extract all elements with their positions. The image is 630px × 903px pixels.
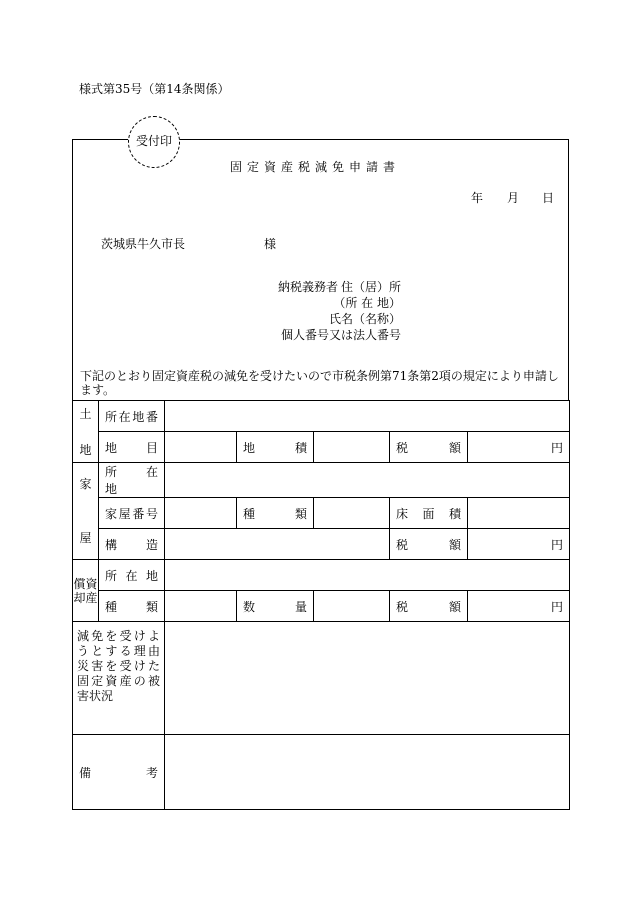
land-row-details	[73, 432, 570, 463]
house-kind-field[interactable]	[314, 498, 390, 529]
date-month: 月	[507, 191, 520, 205]
land-tax-label: 税 額	[390, 432, 468, 463]
form-number: 様式第35号（第14条関係）	[79, 82, 230, 96]
form-frame	[72, 139, 569, 400]
depreciable-section-label: 償資 却産	[73, 560, 99, 622]
house-location-field[interactable]	[165, 463, 570, 498]
reason-label-line: 減免を受けよ	[77, 628, 160, 643]
addressee-name: 茨城県牛久市長	[101, 237, 186, 251]
applicant-name: 氏名（名称）	[328, 312, 401, 326]
date-year: 年	[471, 191, 484, 205]
land-area-field[interactable]	[314, 432, 390, 463]
intro-text: 下記のとおり固定資産税の減免を受けたいので市税条例第71条第2項の規定により申請します。	[80, 369, 559, 397]
application-table	[72, 400, 570, 810]
applicant-location: （所 在 地）	[333, 296, 401, 310]
house-row-location	[73, 463, 570, 498]
reason-label-line: 固定資産の被	[77, 673, 160, 688]
reason-label-line: 災害を受けた	[77, 658, 160, 673]
depreciable-kind-field[interactable]	[165, 591, 237, 622]
house-section-label: 家 屋	[73, 463, 99, 560]
depreciable-quantity-field[interactable]	[314, 591, 390, 622]
stamp-label: 受付印	[135, 134, 172, 148]
land-tax-field[interactable]: 円	[468, 432, 570, 463]
house-row-structure	[73, 529, 570, 560]
house-number-field[interactable]	[165, 498, 237, 529]
applicant-address: 住（居）所	[340, 280, 401, 294]
land-category-label: 地 目	[99, 432, 165, 463]
land-row-location	[73, 401, 570, 432]
form-title: 固定資産税減免申請書	[229, 160, 400, 174]
house-floor-area-label: 床 面 積	[390, 498, 468, 529]
land-section-label: 土 地	[73, 401, 99, 463]
depreciable-location-label: 所 在 地	[99, 560, 165, 591]
land-area-label: 地 積	[237, 432, 314, 463]
land-category-field[interactable]	[165, 432, 237, 463]
reason-label-line: うとする理由	[77, 643, 160, 658]
depreciable-kind-label: 種 類	[99, 591, 165, 622]
depreciable-tax-label: 税 額	[390, 591, 468, 622]
reason-label	[73, 622, 165, 735]
reason-row	[73, 622, 570, 735]
house-location-label: 所 在 地	[99, 463, 165, 498]
house-tax-field[interactable]: 円	[468, 529, 570, 560]
remarks-label: 備 考	[73, 735, 165, 810]
depreciable-location-field[interactable]	[165, 560, 570, 591]
house-number-label: 家屋番号	[99, 498, 165, 529]
taxpayer-label: 納税義務者	[278, 280, 339, 294]
remarks-row	[73, 735, 570, 810]
depreciable-tax-field[interactable]: 円	[468, 591, 570, 622]
land-location-label: 所在地番	[99, 401, 165, 432]
house-kind-label: 種 類	[237, 498, 314, 529]
applicant-number: 個人番号又は法人番号	[280, 328, 401, 342]
house-tax-label: 税 額	[390, 529, 468, 560]
depreciable-row-details	[73, 591, 570, 622]
reason-label-line: 害状況	[77, 688, 114, 703]
land-location-field[interactable]	[165, 401, 570, 432]
depreciable-quantity-label: 数 量	[237, 591, 314, 622]
house-floor-area-field[interactable]	[468, 498, 570, 529]
house-row-number	[73, 498, 570, 529]
date-day: 日	[542, 191, 555, 205]
reason-field[interactable]	[165, 622, 570, 735]
remarks-field[interactable]	[165, 735, 570, 810]
house-structure-field[interactable]	[165, 529, 390, 560]
addressee-suffix: 様	[264, 237, 277, 251]
depreciable-row-location	[73, 560, 570, 591]
house-structure-label: 構 造	[99, 529, 165, 560]
